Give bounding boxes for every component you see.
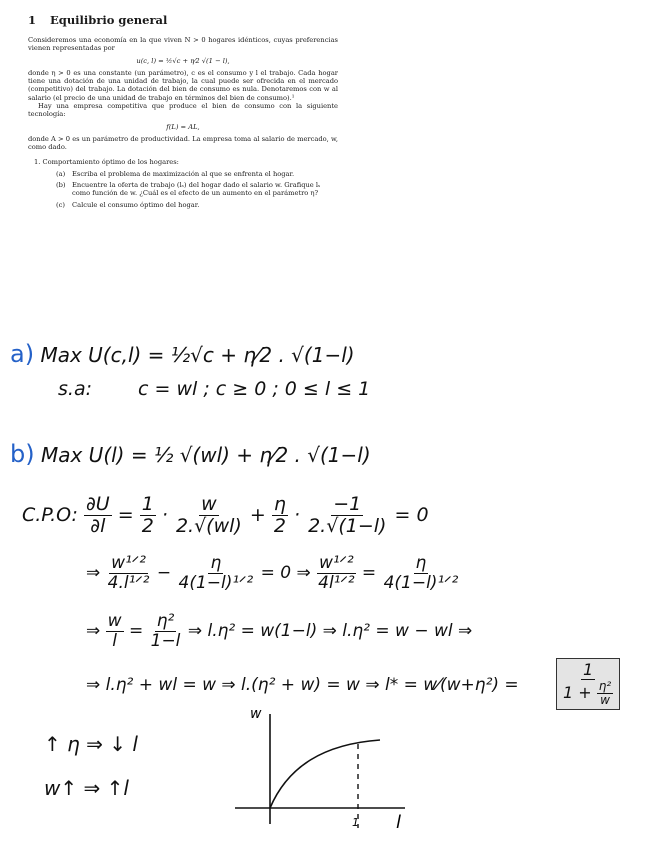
- section-heading: [28, 14, 338, 27]
- step-2: [86, 612, 472, 650]
- foc-t2b-num: −1: [333, 493, 362, 515]
- step-1-minus: −: [156, 563, 172, 584]
- effect-eta: ↑ η ⇒ ↓ l: [44, 732, 138, 756]
- intro-text: Consideremos una economía en la que viven N > 0 hogares idénticos, cuyas preferencias vienen representadas por: [28, 36, 338, 53]
- foc-t1b-fraction: [174, 494, 244, 537]
- part-c-text: Calcule el consumo óptimo del hogar.: [72, 200, 200, 209]
- step-1-f3-den: 4l¹ᐟ²: [318, 572, 355, 593]
- part-c-label: (c): [56, 200, 65, 209]
- part-a-label: (a): [56, 169, 66, 178]
- foc-line: C.P.O: $\frac{\partial U}{\partial l}$ = $\frac{1}{2}$ · $\frac{w}{2.√(wl)}$ + $\frac{\eta}{2}$ · $\frac{-1}{2.√(1-l)}$ = 0: [22, 493, 429, 537]
- step-2-rest: ⇒ l.η² = w(1−l) ⇒ l.η² = w − wl ⇒: [187, 621, 473, 642]
- foc-label: C.P.O:: [22, 503, 78, 526]
- foc-t2b-fraction: [306, 494, 388, 537]
- step-1-f2-num: η: [210, 553, 222, 573]
- step-1-f2-den: 4(1−l)¹ᐟ²: [178, 572, 254, 593]
- graph-tick-one: 1: [352, 816, 359, 829]
- step-1-f4-num: η: [415, 553, 427, 573]
- labor-supply-graph: [220, 704, 420, 844]
- foc-zero: = 0: [394, 503, 429, 526]
- graph-y-label: w: [250, 706, 262, 722]
- answer-a-label: a): [10, 340, 35, 368]
- step-1-arrow: ⇒: [86, 563, 101, 584]
- result-inner-den: w: [600, 692, 610, 707]
- foc-t1b-den: 2.√(wl): [175, 514, 242, 537]
- step-1-f4-den: 4(1−l)¹ᐟ²: [383, 572, 459, 593]
- firm-description: donde A > 0 es un parámetro de productividad. La empresa toma al salario de mercado, w, como dado.: [28, 134, 338, 152]
- part-b-label: (b): [56, 181, 66, 190]
- step-2-arrow: ⇒: [86, 621, 101, 642]
- step-1-arrow-2: ⇒: [296, 563, 311, 584]
- part-a: [56, 170, 338, 178]
- answer-b-objective: Max U(l) = ½ √(wl) + η⁄2 . √(1−l): [40, 443, 371, 467]
- answer-a-line-2: [58, 378, 370, 400]
- step-1: [86, 554, 460, 592]
- utility-description: donde η > 0 es una constante (un parámetro), c es el consumo y l el trabajo. Cada hogar tiene una dotación de una unidad de trabajo, la cual puede ser ofrecida en el mercado (competitivo) del trabajo. La dotación del bien de consumo es nula. Denotaremos con w al salario (el precio de una unidad de trabajo en términos del bien de consumo).¹: [28, 68, 338, 102]
- result-fraction: [561, 661, 615, 707]
- printed-problem: [28, 14, 338, 212]
- question-1-parts: [56, 170, 338, 209]
- answer-a-objective: Max U(c,l) = ½√c + η⁄2 . √(1−l): [40, 343, 355, 367]
- foc-lhs-num: ∂U: [85, 493, 110, 515]
- foc-lhs-den: ∂l: [90, 514, 106, 537]
- graph-x-label: l: [396, 812, 402, 833]
- result-inner-fraction: [597, 680, 613, 707]
- result-box: [556, 658, 620, 710]
- step-2-f2: [149, 612, 183, 650]
- step-2-f1: [106, 612, 124, 650]
- part-c: [56, 201, 338, 209]
- part-b-text: Encuentre la oferta de trabajo (lₛ) del hogar dado el salario w. Grafique lₛ como función de w. ¿Cuál es el efecto de un aumento en el parámetro η?: [72, 181, 321, 198]
- firm-intro: Hay una empresa competitiva que produce el bien de consumo con la siguiente tecnología:: [28, 102, 338, 119]
- step-2-eq: =: [128, 621, 144, 642]
- section-number: 1: [28, 13, 37, 27]
- result-num: 1: [583, 660, 594, 679]
- step-1-f2: [177, 554, 256, 592]
- effect-wage: w↑ ⇒ ↑l: [44, 776, 129, 800]
- step-1-f1-den: 4.l¹ᐟ²: [107, 572, 150, 593]
- graph-supply-curve: [270, 740, 380, 808]
- question-1-label: 1.: [34, 157, 41, 166]
- step-1-f1: [106, 554, 152, 592]
- question-1-text: Comportamiento óptimo de los hogares:: [42, 157, 179, 166]
- section-title: Equilibrio general: [50, 13, 168, 27]
- foc-lhs-fraction: [84, 494, 112, 537]
- foc-plus: +: [249, 503, 266, 526]
- foc-equals: =: [117, 503, 134, 526]
- production-equation: f(L) = AL,: [166, 122, 200, 131]
- constraint-prefix: s.a:: [58, 378, 92, 400]
- foc-t2a-den: 2: [273, 514, 286, 537]
- result-den-prefix: 1 +: [563, 682, 592, 702]
- question-1: [34, 158, 338, 209]
- handwritten-solution: [0, 300, 656, 848]
- step-1-f4: [382, 554, 461, 592]
- foc-t1a-fraction: [140, 494, 156, 537]
- answer-a-line-1: [10, 340, 355, 368]
- step-1-f3: [316, 554, 356, 592]
- step-2-f2-den: 1−l: [150, 630, 181, 651]
- step-2-f1-den: l: [112, 630, 117, 651]
- step-1-f1-num: w¹ᐟ²: [111, 553, 146, 573]
- foc-t1a-den: 2: [141, 514, 154, 537]
- foc-t2a-fraction: [272, 494, 288, 537]
- result-inner-num: η²: [598, 678, 612, 693]
- part-a-text: Escriba el problema de maximización al que se enfrenta el hogar.: [72, 169, 295, 178]
- step-1-eq0: = 0: [260, 563, 292, 584]
- question-list: [28, 158, 338, 209]
- foc-t2b-den: 2.√(1−l): [308, 514, 387, 537]
- step-2-f1-num: w: [107, 611, 122, 631]
- foc-t1b-num: w: [201, 493, 217, 515]
- answer-b-line-1: [10, 440, 371, 468]
- foc-t2a-num: η: [273, 493, 286, 515]
- step-1-f3-num: w¹ᐟ²: [318, 553, 354, 573]
- utility-equation: u(c, l) = ½√c + η⁄2 √(1 − l),: [136, 56, 230, 65]
- constraint-text: c = wl ; c ≥ 0 ; 0 ≤ l ≤ 1: [138, 378, 371, 400]
- step-3: [86, 675, 519, 695]
- result-den: [561, 680, 615, 707]
- answer-b-label: b): [10, 440, 35, 468]
- part-b: [56, 181, 338, 198]
- foc-t1a-num: 1: [141, 493, 154, 515]
- step-2-f2-num: η²: [156, 611, 175, 631]
- step-3-text: ⇒ l.η² + wl = w ⇒ l.(η² + w) = w ⇒ l* = w⁄(w+η²) =: [86, 675, 519, 695]
- step-1-eq: =: [361, 563, 377, 584]
